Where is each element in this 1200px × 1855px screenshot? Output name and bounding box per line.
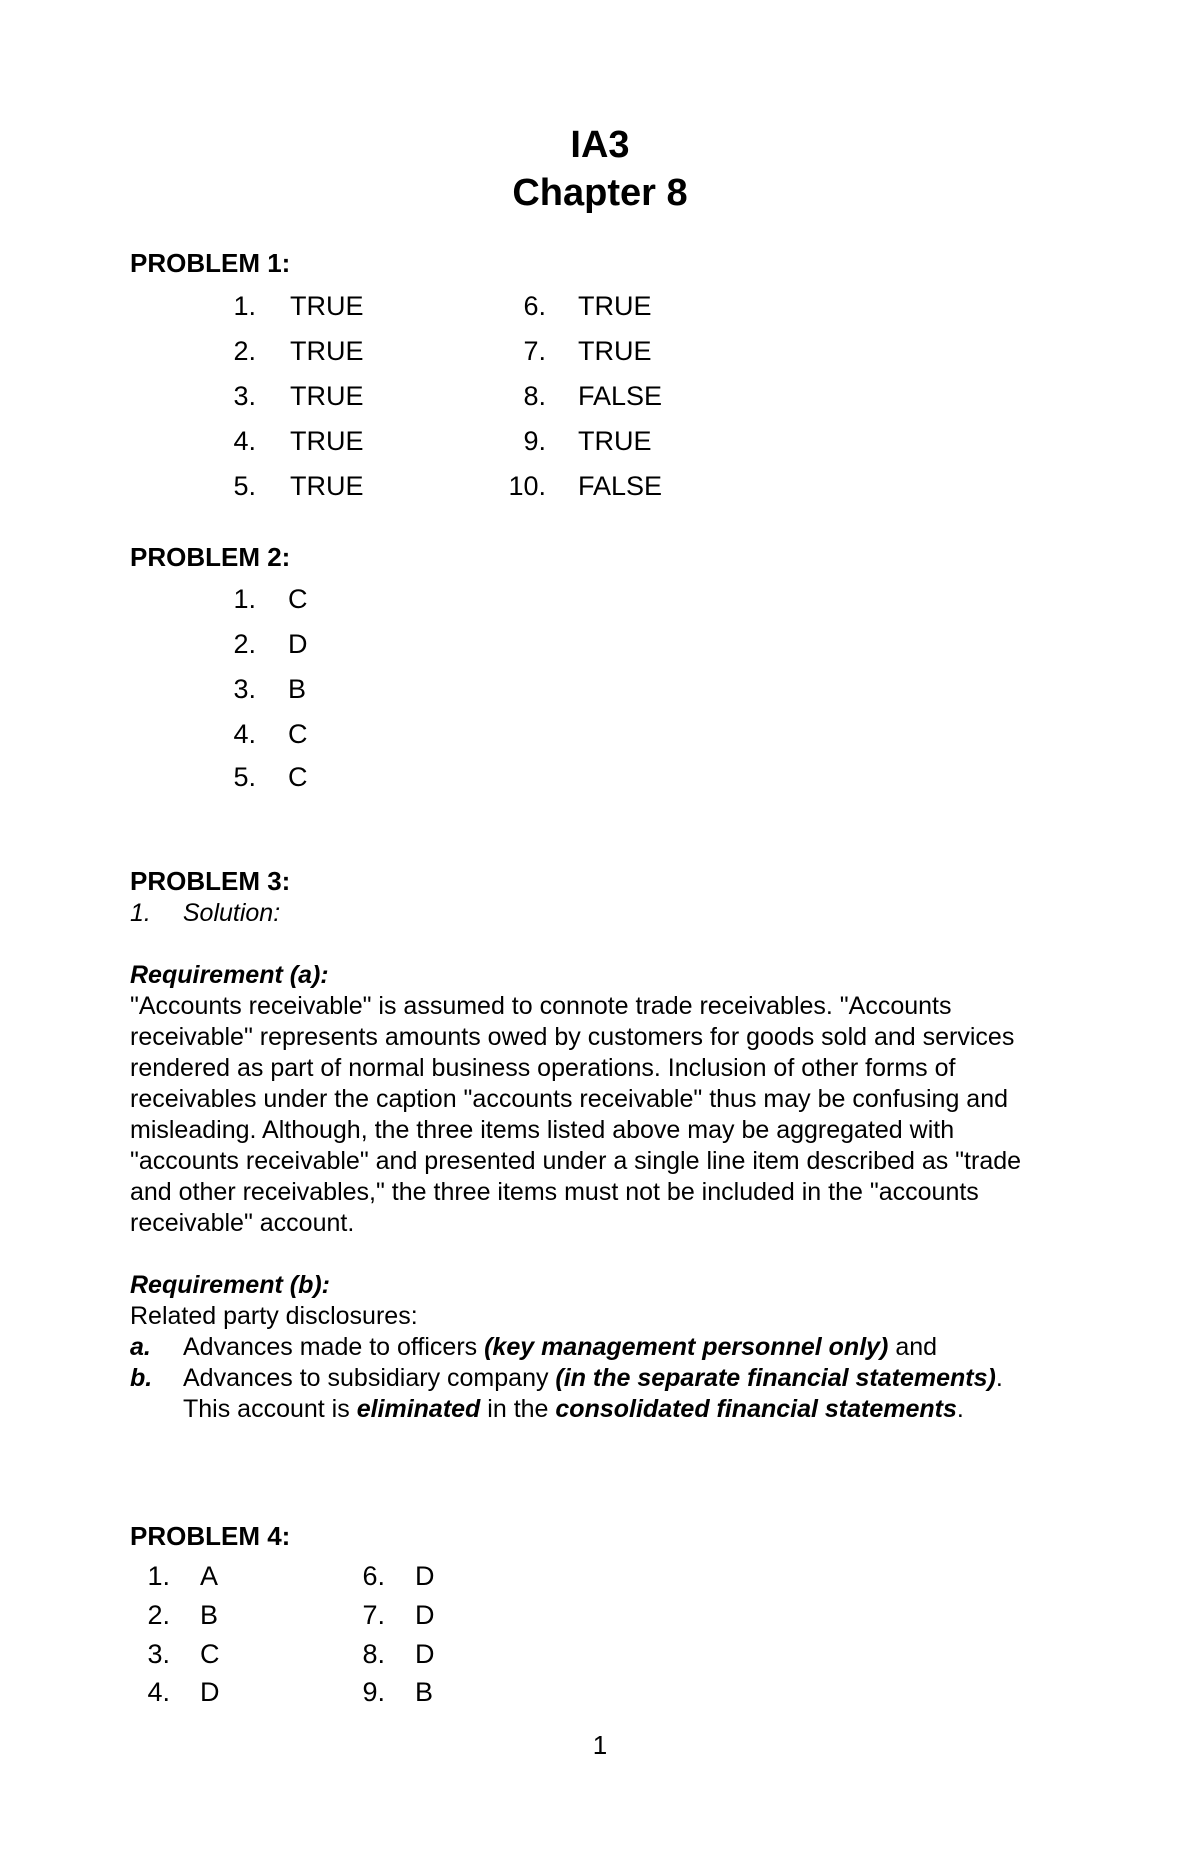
solution-label: 1. Solution:	[130, 899, 281, 927]
problem4-heading: PROBLEM 4:	[130, 1521, 291, 1551]
list-item-b-text: Advances to subsidiary company (in the separate financial statements). This account is eliminated in the consolidated financial statements.	[183, 1364, 1003, 1423]
list-item: 6. TRUE	[523, 291, 652, 321]
list-item: 2. D	[233, 629, 308, 659]
problem3-heading: PROBLEM 3:	[130, 866, 291, 896]
problem2-heading: PROBLEM 2:	[130, 542, 291, 572]
document-title: IA3	[570, 124, 630, 166]
list-item: 10. FALSE	[508, 471, 663, 501]
list-item: 2. TRUE	[233, 336, 364, 366]
list-item-b-letter: b.	[130, 1364, 153, 1392]
list-item: 7. D	[362, 1600, 435, 1630]
list-item: 8. D	[362, 1639, 435, 1669]
list-item: 8. FALSE	[523, 381, 663, 411]
list-item: 3. C	[147, 1639, 220, 1669]
list-item: 1. C	[233, 584, 308, 614]
list-item: 5. TRUE	[233, 471, 364, 501]
list-item: 4. TRUE	[233, 426, 364, 456]
list-item-a: a. Advances made to officers (key management personnel only) and	[130, 1333, 938, 1361]
list-item: 1. A	[147, 1561, 219, 1591]
requirement-b-heading: Requirement (b):	[130, 1271, 330, 1299]
list-item: 4. D	[147, 1677, 220, 1707]
problem1-heading: PROBLEM 1:	[130, 248, 291, 278]
list-item: 1. TRUE	[233, 291, 364, 321]
page-number: 1	[592, 1730, 608, 1760]
requirement-b-intro: Related party disclosures:	[130, 1302, 418, 1330]
list-item: 5. C	[233, 762, 308, 792]
list-item: 3. B	[233, 674, 307, 704]
list-item: 9. TRUE	[523, 426, 652, 456]
list-item: 9. B	[362, 1677, 434, 1707]
document-subtitle: Chapter 8	[512, 172, 688, 214]
list-item: 3. TRUE	[233, 381, 364, 411]
list-item: 4. C	[233, 719, 308, 749]
requirement-a-heading: Requirement (a):	[130, 961, 329, 989]
list-item: 6. D	[362, 1561, 435, 1591]
requirement-a-text: "Accounts receivable" is assumed to connote trade receivables. "Accounts receivable" represents amounts owed by customers for goods sold and services rendered as part of normal business operations. Inclusion of other forms of receivables under the caption "accounts receivable" thus may be confusing and misleading. Although, the three items listed above may be aggregated with "accounts receivable" and presented under a single line item described as "trade and other receivables," the three items must not be included in the "accounts receivable" account.	[130, 992, 1022, 1237]
list-item: 2. B	[147, 1600, 219, 1630]
list-item: 7. TRUE	[523, 336, 652, 366]
